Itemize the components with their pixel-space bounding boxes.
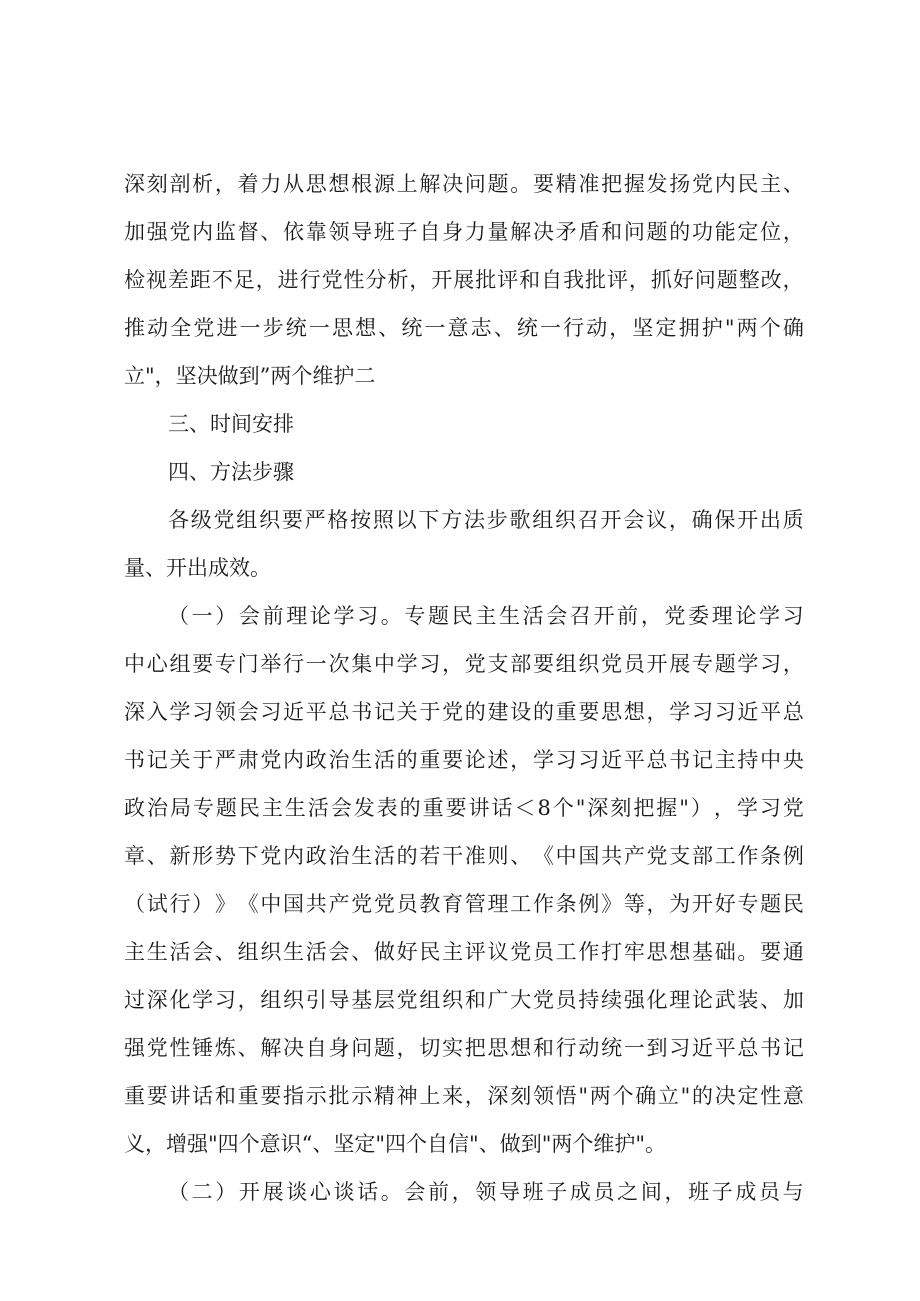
- text-line: 政 治 局 专 题 民 主 生 活 会 发 表 的 重 要 讲 话 ＜ 8 个 " 深 刻 把 握 " ） ， 学 习 党: [124, 796, 804, 820]
- text-line: （ 二 ） 开 展 谈 心 谈 话 。 会 前 ， 领 导 班 子 成 员 之 间 ， 班 子 成 员 与: [168, 1180, 804, 1204]
- text-line: 书 记 关 于 严 肃 党 内 政 治 生 活 的 重 要 论 述 ， 学 习 习 近 平 总 书 记 主 持 中 央: [124, 748, 804, 772]
- text-line: 各 级 党 组 织 要 严 格 按 照 以 下 方 法 步 歌 组 织 召 开 会 议 ， 确 保 开 出 质: [168, 508, 804, 532]
- section-heading-schedule: 三、时间安排: [168, 412, 294, 436]
- text-line: 加 强 党 内 监 督 、 依 靠 领 导 班 子 自 身 力 量 解 决 矛 盾 和 问 题 的 功 能 定 位 ，: [124, 220, 804, 244]
- text-line: 立"，坚决做到”两个维护二: [124, 364, 376, 388]
- text-line: 中 心 组 要 专 门 举 行 一 次 集 中 学 习 ， 党 支 部 要 组 织 党 员 开 展 专 题 学 习 ，: [124, 652, 804, 676]
- text-line: （ 一 ） 会 前 理 论 学 习 。 专 题 民 主 生 活 会 召 开 前 ， 党 委 理 论 学 习: [168, 604, 804, 628]
- text-line: 主 生 活 会 、 组 织 生 活 会 、 做 好 民 主 评 议 党 员 工 作 打 牢 思 想 基 础 。 要 通: [124, 940, 804, 964]
- text-line: 深 刻 剖 析 ， 着 力 从 思 想 根 源 上 解 决 问 题 。 要 精 准 把 握 发 扬 党 内 民 主 、: [124, 172, 804, 196]
- section-heading-methods: 四、方法步骤: [168, 460, 294, 484]
- text-line: 强 党 性 锤 炼 、 解 决 自 身 问 题 ， 切 实 把 思 想 和 行 动 统 一 到 习 近 平 总 书 记: [124, 1036, 804, 1060]
- text-line: 章 、 新 形 势 下 党 内 政 治 生 活 的 若 干 准 则 、 《 中 国 共 产 党 支 部 工 作 条 例: [124, 844, 804, 868]
- text-line: 义，增强"四个意识“、坚定"四个自信"、做到"两个维护"。: [124, 1132, 667, 1156]
- text-line: 深 入 学 习 领 会 习 近 平 总 书 记 关 于 党 的 建 设 的 重 要 思 想 ， 学 习 习 近 平 总: [124, 700, 804, 724]
- text-line: （ 试 行 ） 》 《 中 国 共 产 党 党 员 教 育 管 理 工 作 条 例 》 等 ， 为 开 好 专 题 民: [124, 892, 804, 916]
- text-line: 过 深 化 学 习 ， 组 织 引 导 基 层 党 组 织 和 广 大 党 员 持 续 强 化 理 论 武 装 、 加: [124, 988, 804, 1012]
- text-line: 重 要 讲 话 和 重 要 指 示 批 示 精 神 上 来 ， 深 刻 领 悟 " 两 个 确 立 " 的 决 定 性 意: [124, 1084, 804, 1108]
- text-line: 检 视 差 距 不 足 ， 进 行 党 性 分 析 ， 开 展 批 评 和 自 我 批 评 ， 抓 好 问 题 整 改 ，: [124, 268, 804, 292]
- text-line: 推 动 全 党 进 一 步 统 一 思 想 、 统 一 意 志 、 统 一 行 动 ， 坚 定 拥 护 " 两 个 确: [124, 316, 804, 340]
- text-line: 量、开出成效。: [124, 556, 271, 580]
